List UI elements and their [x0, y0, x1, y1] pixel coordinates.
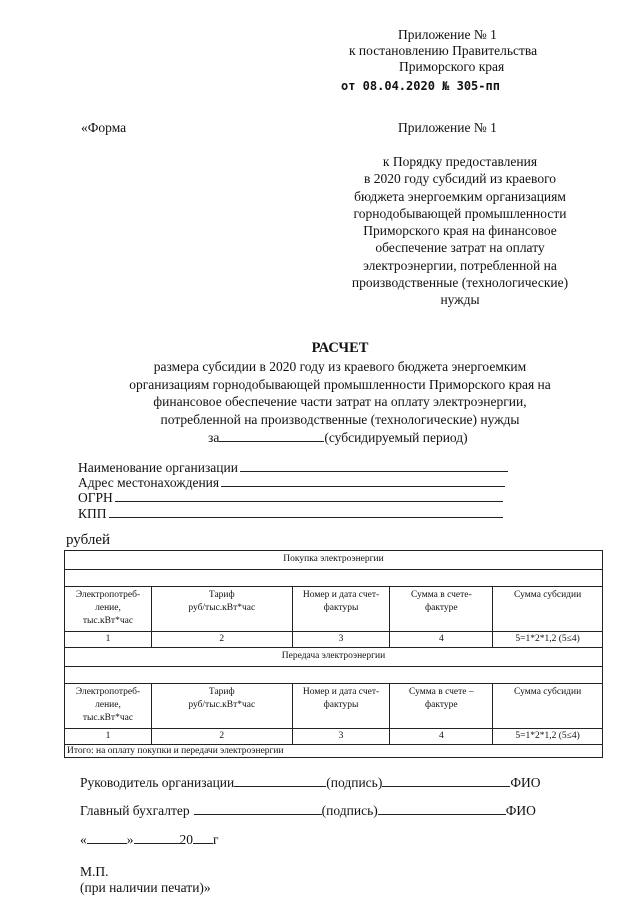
date-quote-close: » — [126, 832, 134, 847]
header-subsidy: Сумма субсидии — [493, 587, 603, 632]
head-label: Руководитель организации — [80, 775, 235, 790]
column-number: 2 — [151, 632, 292, 648]
address-field[interactable] — [221, 486, 505, 487]
sign-label: (подпись) — [326, 775, 383, 790]
column-number: 2 — [151, 729, 292, 745]
column-number: 1 — [65, 632, 152, 648]
ogrn-field[interactable] — [115, 501, 503, 502]
date-day-field[interactable] — [87, 843, 127, 844]
date-year-suffix: г — [213, 832, 219, 847]
column-number: 5=1*2*1,2 (5≤4) — [493, 632, 603, 648]
column-number: 1 — [65, 729, 152, 745]
title-text — [40, 358, 640, 428]
title-line: размера субсидии в 2020 году из краевого бюджета энергоемким — [153, 359, 527, 374]
stamp-label: М.П. — [80, 864, 109, 879]
date-quote-open: « — [80, 832, 87, 847]
accountant-signature-field[interactable] — [194, 814, 322, 815]
header-line-1: Приложение № 1 — [398, 27, 497, 42]
purchase-section-title: Покупка электроэнергии — [65, 551, 603, 570]
form-label: «Форма — [81, 120, 127, 135]
column-number: 4 — [390, 729, 493, 745]
appendix-line: к Порядку предоставления — [382, 154, 538, 169]
header-stamp: от 08.04.2020 № 305-пп — [341, 79, 500, 93]
ogrn-label: ОГРН — [78, 490, 113, 505]
sign-label: (подпись) — [321, 803, 378, 818]
header-invoice-sum: Сумма в счете- фактуре — [390, 587, 493, 632]
date-year-prefix: 20 — [179, 832, 193, 847]
appendix-title: Приложение № 1 — [398, 120, 497, 135]
appendix-line: нужды — [440, 292, 480, 308]
column-number: 5=1*2*1,2 (5≤4) — [493, 729, 603, 745]
header-line-3: Приморского края — [399, 59, 505, 74]
accountant-label: Главный бухгалтер — [80, 803, 190, 818]
header-line-2: к постановлению Правительства — [349, 43, 538, 58]
period-suffix: (субсидируемый период) — [324, 430, 468, 445]
header-tariff: Тариф руб/тыс.кВт*час — [151, 684, 292, 729]
org-name-label: Наименование организации — [78, 460, 238, 475]
title-line: организациям горнодобывающей промышленности Приморского края на — [129, 376, 551, 392]
head-signature-field[interactable] — [234, 786, 326, 787]
accountant-signature-row — [80, 802, 536, 820]
title-line: потребленной на производственные (технологические) нужды — [160, 411, 520, 427]
column-number: 4 — [390, 632, 493, 648]
stamp-note: (при наличии печати)» — [80, 880, 211, 895]
appendix-line: горнодобывающей промышленности — [353, 205, 567, 221]
period-field[interactable] — [219, 441, 324, 442]
header-tariff: Тариф руб/тыс.кВт*час — [151, 587, 292, 632]
date-row — [80, 831, 219, 849]
spacer-row — [65, 570, 603, 587]
spacer-row — [65, 667, 603, 684]
appendix-line: электроэнергии, потребленной на — [363, 257, 557, 273]
kpp-row — [78, 505, 503, 523]
header-invoice-sum: Сумма в счете – фактуре — [390, 684, 493, 729]
appendix-line: производственные (технологические) — [351, 275, 569, 291]
total-row: Итого: на оплату покупки и передачи электроэнергии — [65, 745, 603, 758]
calculation-table — [64, 550, 603, 758]
kpp-label: КПП — [78, 506, 107, 521]
accountant-fio-field[interactable] — [378, 814, 506, 815]
date-year-field[interactable] — [193, 843, 213, 844]
address-label: Адрес местонахождения — [78, 475, 220, 490]
head-fio-field[interactable] — [382, 786, 510, 787]
fio-label: ФИО — [505, 803, 536, 818]
date-month-field[interactable] — [134, 843, 180, 844]
header-subsidy: Сумма субсидии — [493, 684, 603, 729]
kpp-field[interactable] — [109, 517, 503, 518]
title-line: финансовое обеспечение части затрат на оплату электроэнергии, — [153, 394, 527, 409]
document-title: РАСЧЕТ — [311, 340, 369, 356]
transfer-section-title: Передача электроэнергии — [65, 648, 603, 667]
appendix-line: в 2020 году субсидий из краевого — [363, 171, 557, 187]
appendix-line: бюджета энергоемким организациям — [354, 188, 566, 204]
column-number: 3 — [292, 729, 390, 745]
units-label: рублей — [66, 532, 111, 548]
period-line — [208, 429, 468, 447]
column-number: 3 — [292, 632, 390, 648]
period-prefix: за — [208, 430, 220, 445]
header-consumption: Электропотреб- ление, тыс.кВт*час — [65, 587, 152, 632]
header-consumption: Электропотреб- ление, тыс.кВт*час — [65, 684, 152, 729]
head-signature-row — [80, 774, 540, 792]
header-invoice: Номер и дата счет- фактуры — [292, 684, 390, 729]
appendix-line: обеспечение затрат на оплату — [375, 240, 545, 256]
fio-label: ФИО — [510, 775, 541, 790]
appendix-line: Приморского края на финансовое — [363, 223, 557, 239]
org-name-field[interactable] — [240, 471, 508, 472]
header-invoice: Номер и дата счет- фактуры — [292, 587, 390, 632]
appendix-text — [320, 153, 600, 309]
